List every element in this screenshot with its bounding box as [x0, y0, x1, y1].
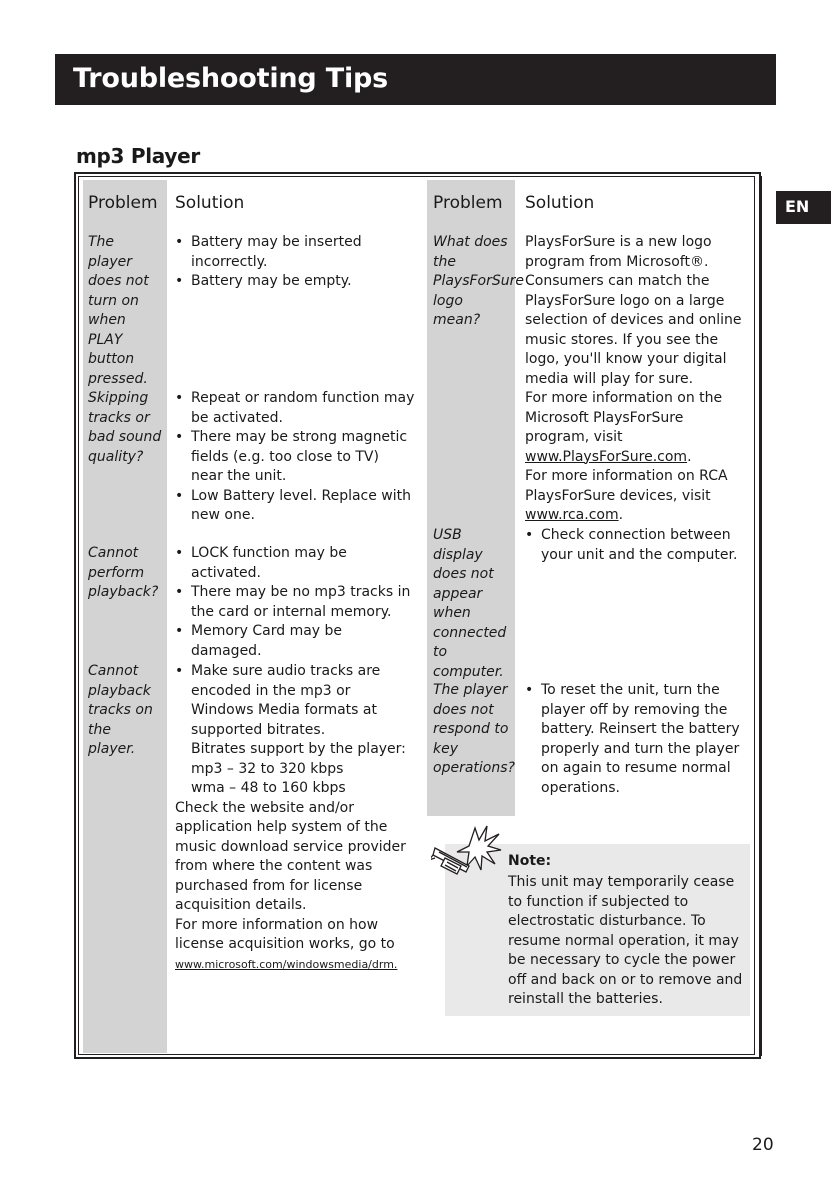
page-number: 20 — [752, 1135, 774, 1155]
solution-cannot-play-tracks — [175, 662, 415, 974]
right-problem-header: Problem — [433, 193, 503, 213]
list-item: • Battery may be inserted incorrectly. — [175, 233, 415, 272]
note-body: This unit may temporarily cease to function if subjected to electrostatic disturbance. To resume normal operation, it may be necessary to cycle the power off and back on or to remove and reinstall the batteries. — [508, 874, 743, 1007]
encoding-bullet: • Make sure audio tracks are encoded in the mp3 or Windows Media formats at supported bitrates. — [191, 663, 381, 738]
problem-no-playback: Cannot perform playback? — [88, 545, 159, 600]
list-item: • Memory Card may be damaged. — [175, 622, 415, 661]
edge-line — [760, 176, 762, 1056]
right-solution-header: Solution — [525, 193, 595, 213]
list-item: • There may be no mp3 tracks in the card or internal memory. — [175, 583, 415, 622]
playsforsure-program-text: For more information on the Microsoft PlaysForSure program, visit — [525, 390, 723, 445]
bitrates-label: Bitrates support by the player: — [191, 741, 406, 757]
note-text — [455, 873, 745, 1010]
wma-bitrate: wma – 48 to 160 kbps — [191, 780, 346, 796]
rca-devices-info: For more information on RCA PlaysForSure devices, visit www.rca.com. — [525, 468, 728, 523]
problem-usb-display: USB display does not appear when connected to computer. — [433, 527, 507, 680]
solution-no-power — [175, 233, 415, 292]
list-item: • LOCK function may be activated. — [175, 544, 415, 583]
solution-no-playback — [175, 544, 415, 661]
list-item: • Repeat or random function may be activated. — [175, 389, 415, 428]
playsforsure-description: PlaysForSure is a new logo program from Microsoft®. Consumers can match the PlaysForSure logo on a large selection of devices and online music stores. If you see the logo, you'll know your digital media will play for sure. — [525, 234, 742, 387]
solution-no-key-response — [525, 681, 747, 798]
left-problem-header: Problem — [88, 193, 158, 213]
section-title: mp3 Player — [76, 144, 200, 168]
list-item: • Low Battery level. Replace with new one. — [175, 487, 415, 526]
rca-devices-text: For more information on RCA PlaysForSure devices, visit — [525, 468, 728, 504]
list-item: • Battery may be empty. — [175, 272, 415, 292]
language-tab — [776, 191, 831, 224]
license-check-text: Check the website and/or application help system of the music download service provider from where the content was purchased from for license acquisition details. — [175, 799, 406, 913]
playsforsure-program-info: For more information on the Microsoft PlaysForSure program, visit www.PlaysForSure.com. — [525, 390, 723, 465]
list-item: • There may be strong magnetic fields (e.g. too close to TV) near the unit. — [175, 428, 415, 487]
solution-usb-display — [525, 526, 747, 565]
list-item: • To reset the unit, turn the player off by removing the battery. Reinsert the battery properly and turn the player on again to resume normal operations. — [525, 681, 747, 798]
license-info-text: For more information on how license acquisition works, go to — [175, 916, 395, 952]
problem-playsforsure-logo: What does the PlaysForSure logo mean? — [433, 234, 524, 328]
page-title: Troubleshooting Tips — [73, 63, 389, 94]
problem-cannot-play-tracks: Cannot playback tracks on the player. — [88, 663, 153, 757]
language-label: EN — [785, 197, 810, 216]
rca-link[interactable]: www.rca.com — [525, 507, 619, 523]
problem-skipping: Skipping tracks or bad sound quality? — [88, 390, 162, 465]
playsforsure-link[interactable]: www.PlaysForSure.com — [525, 448, 688, 465]
microsoft-drm-link[interactable]: www.microsoft.com/windowsmedia/drm. — [175, 957, 398, 971]
left-solution-header: Solution — [175, 193, 245, 213]
title-bar — [55, 54, 776, 105]
problem-no-key-response: The player does not respond to key operations? — [433, 682, 515, 776]
mp3-bitrate: mp3 – 32 to 320 kbps — [191, 760, 344, 777]
solution-skipping — [175, 389, 415, 526]
note-title: Note: — [508, 853, 552, 869]
list-item: • Check connection between your unit and the computer. — [525, 526, 747, 565]
solution-playsforsure-logo — [525, 233, 747, 526]
note-pencil-icon — [431, 822, 503, 880]
list-item — [175, 662, 415, 799]
problem-no-power: The player does not turn on when PLAY button pressed. — [88, 234, 149, 387]
